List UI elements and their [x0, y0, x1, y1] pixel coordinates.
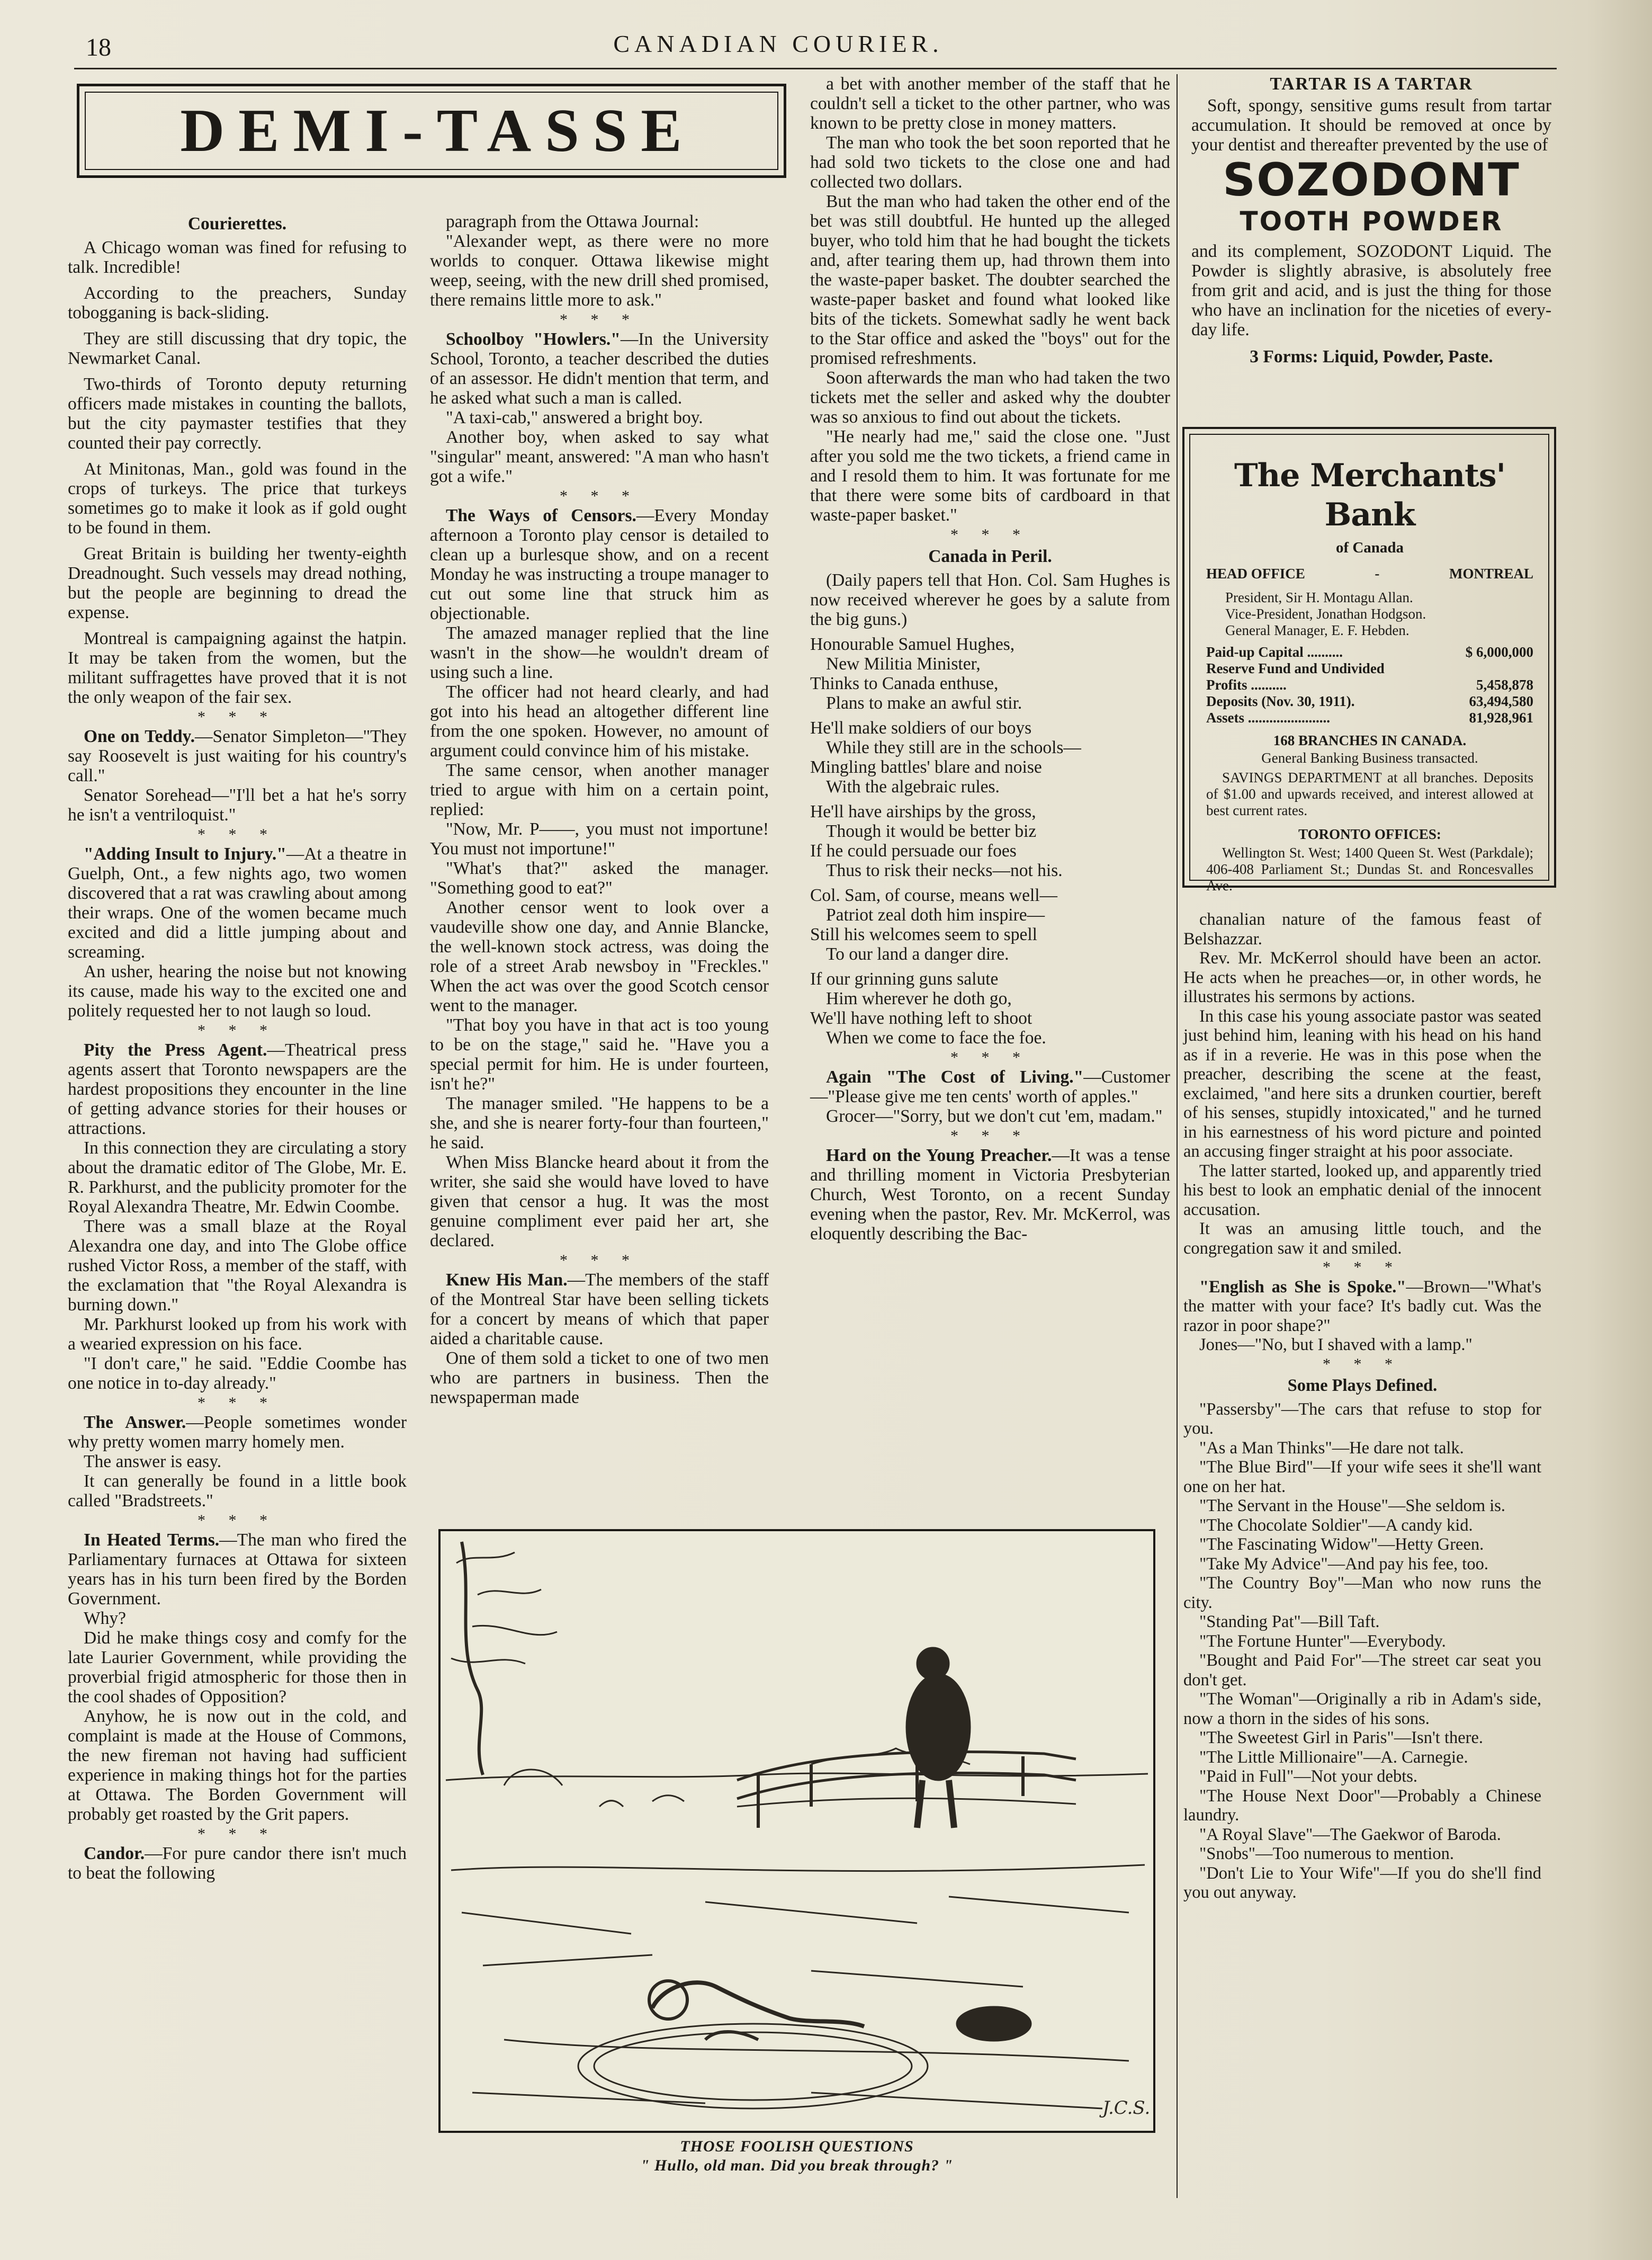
- verse-stanza: [810, 886, 1170, 964]
- fin-row: Reserve Fund and Undivided Profits .......... 5,458,878: [1206, 660, 1533, 693]
- column-1: [68, 212, 407, 1883]
- paragraph: Montreal is campaigning against the hatpin. It may be taken from the women, but the militant suffragettes have proved that it is not the only weapon of the fair sex.: [68, 629, 407, 707]
- lead-heading: Knew His Man.: [446, 1270, 568, 1290]
- fin-row: Deposits (Nov. 30, 1911). 63,494,580: [1206, 693, 1533, 709]
- ad-intro: Soft, spongy, sensitive gums result from tartar accumulation. It should be removed at once by your dentist and thereafter prevented by the use of: [1191, 96, 1551, 155]
- paragraph: Why?: [84, 1609, 126, 1628]
- section-divider: * * *: [1323, 1258, 1402, 1276]
- section-heading: Canada in Peril.: [928, 547, 1052, 566]
- paragraph: "Now, Mr. P——, you must not importune! You must not importune!": [430, 819, 769, 859]
- lead-text: —For pure candor there isn't much to beat the following: [68, 1844, 407, 1883]
- paragraph: In this connection they are circulating a story about the dramatic editor of The Globe, Mr. E. R. Parkhurst, and the publicity promoter for the Royal Alexandra Theatre, Mr. Edwin Coombe.: [68, 1138, 407, 1217]
- paragraph: There was a small blaze at the Royal Alexandra one day, and into The Globe office rushed Victor Ross, a member of the staff, with the exclamation that "the Royal Alexandra is burning down.": [68, 1217, 407, 1315]
- paragraph: chanalian nature of the famous feast of Belshazzar.: [1183, 910, 1541, 949]
- paragraph: The answer is easy.: [84, 1452, 222, 1471]
- paragraph: "As a Man Thinks"—He dare not talk.: [1199, 1438, 1464, 1458]
- verse-line: Thus to risk their necks—not his.: [826, 861, 1063, 880]
- paragraph: "Paid in Full"—Not your debts.: [1199, 1767, 1418, 1786]
- verse-line: Though it would be better biz: [826, 821, 1037, 841]
- paragraph: "What's that?" asked the manager. "Something good to eat?": [430, 859, 769, 898]
- lead-heading: Candor.: [84, 1844, 145, 1863]
- paragraph: A Chicago woman was fined for refusing to talk. Incredible!: [68, 238, 407, 277]
- paragraph-lead: [68, 1413, 407, 1452]
- verse-line: Still his welcomes seem to spell: [810, 925, 1037, 944]
- officer-vice-president: Vice-President, Jonathan Hodgson.: [1225, 606, 1426, 622]
- section-divider: * * *: [197, 826, 277, 843]
- lead-heading: One on Teddy.: [84, 727, 195, 746]
- paragraph: At Minitonas, Man., gold was found in the crops of turkeys. The price that turkeys sometimes go to make it look as if gold ought to be found in them.: [68, 459, 407, 538]
- lead-text: —Brown—"What's the matter with your face? It's badly cut. Was the razor in poor shape?": [1183, 1277, 1541, 1335]
- column-3: [810, 74, 1170, 1244]
- verse-line: We'll have nothing left to shoot: [810, 1008, 1032, 1028]
- paragraph-lead: [68, 1530, 407, 1609]
- bank-general: General Banking Business transacted.: [1261, 750, 1478, 766]
- paragraph: According to the preachers, Sunday tobogganing is back-sliding.: [68, 283, 407, 323]
- lead-heading: Schoolboy "Howlers.": [446, 329, 621, 349]
- lead-heading: Again "The Cost of Living.": [826, 1067, 1084, 1087]
- paragraph-lead: [1183, 1278, 1541, 1336]
- verse-line: If he could persuade our foes: [810, 841, 1017, 861]
- caption-quote: " Hullo, old man. Did you break through? ": [640, 2157, 954, 2174]
- paragraph: Another boy, when asked to say what "singular" meant, answered: "A man who hasn't got a wife.": [430, 427, 769, 486]
- paragraph: The latter started, looked up, and apparently tried his best to look an emphatic denial of the innocent accusation.: [1183, 1161, 1541, 1219]
- paragraph: "Passersby"—The cars that refuse to stop for you.: [1183, 1399, 1541, 1438]
- page-title: DEMI-TASSE: [85, 92, 778, 170]
- paragraph-lead: [68, 844, 407, 962]
- paragraph: The officer had not heard clearly, and had got into his head an altogether different line from the one spoken. However, no amount of argument could convince him of his mistake.: [430, 682, 769, 761]
- fin-row: Assets ....................... 81,928,961: [1206, 710, 1533, 726]
- paragraph: "The Sweetest Girl in Paris"—Isn't there.: [1199, 1728, 1484, 1747]
- verse-stanza: [810, 635, 1170, 713]
- cartoon-caption: [438, 2137, 1155, 2175]
- verse-line: Col. Sam, of course, means well—: [810, 886, 1058, 905]
- paragraph: "The Fortune Hunter"—Everybody.: [1199, 1631, 1446, 1651]
- lead-heading: Hard on the Young Preacher.: [826, 1146, 1052, 1165]
- paragraph: It was an amusing little touch, and the congregation saw it and smiled.: [1183, 1219, 1541, 1258]
- paragraph: "The Woman"—Originally a rib in Adam's side, now a thorn in the sides of his sons.: [1183, 1690, 1541, 1728]
- paragraph: "Alexander wept, as there were no more worlds to conquer. Ottawa likewise might weep, seeing, with the new drill shed promised, there remains little more to ask.": [430, 231, 769, 310]
- verse-line: Mingling battles' blare and noise: [810, 757, 1042, 777]
- paragraph: "The Country Boy"—Man who now runs the city.: [1183, 1574, 1541, 1612]
- lead-heading: "Adding Insult to Injury.": [84, 844, 286, 864]
- lead-heading: Pity the Press Agent.: [84, 1040, 267, 1060]
- title-box: [77, 84, 786, 178]
- caption-title: THOSE FOOLISH QUESTIONS: [680, 2138, 914, 2155]
- paragraph: Soon afterwards the man who had taken the two tickets met the seller and asked why the doubter was so anxious to find out about the tickets.: [810, 368, 1170, 427]
- paragraph: "Don't Lie to Your Wife"—If you do she'll find you out anyway.: [1183, 1863, 1541, 1902]
- paragraph: Another censor went to look over a vaudeville show one day, and Annie Blancke, the well-known stock actress, was doing the role of a street Arab newsboy in "Freckles." When the act was over the good Scotch censor went to the manager.: [430, 898, 769, 1015]
- ad-forms: 3 Forms: Liquid, Powder, Paste.: [1250, 347, 1493, 367]
- officer-general-manager: General Manager, E. F. Hebden.: [1225, 622, 1409, 638]
- paragraph: "The Fascinating Widow"—Hetty Green.: [1199, 1535, 1484, 1554]
- paragraph: "Snobs"—Too numerous to mention.: [1199, 1844, 1455, 1863]
- paragraph: In this case his young associate pastor was seated just behind him, leaning with his head on his hand as if in a reverie. He was in this pose when the preacher, describing the scene at the feast, exclaimed, "and here sits a drunken courtier, bereft of his senses, stupidly intoxicated," and he turned in his earnestness of his word picture and pointed an accusing finger straight at his poor associate.: [1183, 1006, 1541, 1161]
- toronto-offices-head: TORONTO OFFICES:: [1298, 826, 1441, 842]
- paragraph: But the man who had taken the other end of the bet was still doubtful. He hunted up the alleged buyer, who told him that he had bought the tickets and, after tearing them up, had thrown them into the waste-paper basket. The doubter searched the waste-paper basket and found what looked like bits of the tickets. Somewhat sadly he went back to the Star office and asked the "boys" out for the promised refreshments.: [810, 192, 1170, 368]
- bank-ad: [1182, 427, 1556, 894]
- paragraph: "A taxi-cab," answered a bright boy.: [446, 408, 703, 427]
- section-divider: * * *: [950, 1127, 1030, 1145]
- verse-line: New Militia Minister,: [826, 654, 981, 674]
- header-rule: [74, 68, 1557, 69]
- bank-of-canada: of Canada: [1335, 539, 1404, 556]
- section-divider: * * *: [950, 1049, 1030, 1066]
- bank-financials: [1206, 644, 1533, 726]
- paragraph: "The Blue Bird"—If your wife sees it she'll want one on her hat.: [1183, 1458, 1541, 1496]
- section-divider: * * *: [197, 1825, 277, 1843]
- paragraph: The amazed manager replied that the line wasn't in the show—he wouldn't dream of using such a line.: [430, 623, 769, 682]
- lead-heading: The Answer.: [84, 1413, 186, 1432]
- paragraph: Grocer—"Sorry, but we don't cut 'em, madam.": [826, 1106, 1163, 1126]
- paragraph: "That boy you have in that act is too young to be on the stage," said he. "Have you a special permit for him. He is under fourteen, isn't he?": [430, 1015, 769, 1094]
- cartoon-illustration: [438, 1529, 1155, 2133]
- section-heading: Courierettes.: [187, 214, 287, 234]
- section-divider: * * *: [197, 1394, 277, 1412]
- paragraph: (Daily papers tell that Hon. Col. Sam Hughes is now received wherever he goes by a salute from the big guns.): [810, 570, 1170, 629]
- officer-president: President, Sir H. Montagu Allan.: [1225, 589, 1413, 605]
- paragraph: It can generally be found in a little book called "Bradstreets.": [68, 1471, 407, 1511]
- paragraph: The man who took the bet soon reported that he had sold two tickets to the close one and had collected two dollars.: [810, 133, 1170, 192]
- section-divider: * * *: [560, 1252, 639, 1269]
- section-divider: * * *: [560, 487, 639, 505]
- paragraph: "I don't care," he said. "Eddie Coombe has one notice in to-day already.": [68, 1354, 407, 1393]
- verse-line: If our grinning guns salute: [810, 969, 999, 989]
- verse-stanza: [810, 969, 1170, 1048]
- lead-text: —At a theatre in Guelph, Ont., a few nights ago, two women discovered that a rat was crawling about among their wraps. One of the women became much excited and did a little jumping about and screaming.: [68, 844, 407, 962]
- verse-line: When we come to face the foe.: [826, 1028, 1046, 1048]
- lead-heading: The Ways of Censors.: [446, 506, 636, 525]
- lead-text: —Theatrical press agents assert that Toronto newspapers are the hardest propositions they encounter in the line of getting advance stories for their houses or attractions.: [68, 1040, 407, 1138]
- paragraph: a bet with another member of the staff that he couldn't sell a ticket to the other partner, who was known to be pretty close in money matters.: [810, 74, 1170, 133]
- paragraph: Two-thirds of Toronto deputy returning officers made mistakes in counting the ballots, but the city paymaster testifies that they counted their pay correctly.: [68, 374, 407, 453]
- fin-row: Paid-up Capital .......... $ 6,000,000: [1206, 644, 1533, 660]
- paragraph: When Miss Blancke heard about it from the writer, she said she would have loved to have given that censor a hug. It was the most genuine compliment ever paid her art, she declared.: [430, 1153, 769, 1250]
- verse-line: Honourable Samuel Hughes,: [810, 635, 1015, 654]
- verse-line: Plans to make an awful stir.: [826, 693, 1022, 713]
- paragraph: One of them sold a ticket to one of two men who are partners in business. Then the newspaperman made: [430, 1348, 769, 1407]
- verse-line: To our land a danger dire.: [826, 944, 1009, 964]
- lead-text: —It was a tense and thrilling moment in Victoria Presbyterian Church, West Toronto, on a recent Sunday evening when the pastor, Rev. Mr. McKerrol, was eloquently describing the Bac-: [810, 1146, 1170, 1244]
- paragraph-lead: [68, 1844, 407, 1883]
- sozodont-ad: [1191, 74, 1551, 367]
- lead-text: —Every Monday afternoon a Toronto play censor is detailed to clean up a burlesque show, and on a recent Monday he was instructing a troupe manager to cut out some line that struck him as objectionable.: [430, 506, 769, 623]
- verse-stanza: [810, 718, 1170, 797]
- bank-officers: [1206, 589, 1533, 639]
- head-office-dash: -: [1375, 566, 1380, 582]
- paragraph: They are still discussing that dry topic, the Newmarket Canal.: [68, 329, 407, 368]
- ad-body: and its complement, SOZODONT Liquid. The Powder is slightly abrasive, is absolutely free from grit and acid, and is just the thing for those who have an inclination for the niceties of every-day life.: [1191, 242, 1551, 340]
- column-rule: [1177, 74, 1178, 2198]
- paragraph: Great Britain is building her twenty-eighth Dreadnought. Such vessels may dread nothing, but the people are beginning to dread the expense.: [68, 544, 407, 622]
- artist-signature: J.C.S.: [1102, 2097, 1151, 2119]
- verse-line: While they still are in the schools—: [826, 738, 1081, 757]
- bank-name: The Merchants' Bank: [1234, 457, 1506, 533]
- product-name: TOOTH POWDER: [1240, 206, 1503, 237]
- paragraph: "The House Next Door"—Probably a Chinese laundry.: [1183, 1786, 1541, 1825]
- paragraph-lead: [430, 506, 769, 623]
- paragraph: "The Servant in the House"—She seldom is.: [1199, 1496, 1506, 1515]
- paragraph: "He nearly had me," said the close one. "Just after you sold me the two tickets, a friend came in and I resold them to him. It was fortunate for me that there were some bits of cardboard in that waste-paper basket.": [810, 427, 1170, 525]
- section-divider: * * *: [1323, 1355, 1402, 1373]
- verse-line: Him wherever he doth go,: [826, 989, 1012, 1008]
- lead-heading: "English as She is Spoke.": [1199, 1277, 1406, 1297]
- verse-line: With the algebraic rules.: [826, 777, 1000, 797]
- paragraph: Anyhow, he is now out in the cold, and complaint is made at the House of Commons, the new fireman not having had sufficient experience in making things hot for the parties at Ottawa. The Borden Government will probably get roasted by the Grit papers.: [68, 1707, 407, 1824]
- lead-text: —The members of the staff of the Montreal Star have been selling tickets for a concert by means of which that paper aided a charitable cause.: [430, 1270, 769, 1348]
- paragraph: Did he make things cosy and comfy for the late Laurier Government, while providing the proverbial frigid atmospheric for those then in the cool shades of Opposition?: [68, 1628, 407, 1707]
- section-divider: * * *: [197, 708, 277, 726]
- verse-line: He'll make soldiers of our boys: [810, 718, 1032, 738]
- lead-text: —Customer—"Please give me ten cents' worth of apples.": [810, 1067, 1170, 1106]
- lead-text: —The man who fired the Parliamentary furnaces at Ottawa for sixteen years has in his turn been fired by the Borden Government.: [68, 1530, 407, 1609]
- section-heading: Some Plays Defined.: [1287, 1376, 1438, 1395]
- page-number: 18: [86, 33, 111, 61]
- paragraph: The manager smiled. "He happens to be a she, and she is nearer forty-four than fourteen," he said.: [430, 1094, 769, 1153]
- paragraph: "The Chocolate Soldier"—A candy kid.: [1199, 1515, 1473, 1535]
- verse-line: He'll have airships by the gross,: [810, 802, 1036, 821]
- paragraph-lead: [430, 329, 769, 408]
- paragraph: "Bought and Paid For"—The street car seat you don't get.: [1183, 1651, 1541, 1690]
- paragraph-lead: [68, 727, 407, 785]
- brand-name: SOZODONT: [1223, 154, 1520, 207]
- lead-text: —In the University School, Toronto, a teacher described the duties of an assessor. He didn't mention that term, and he asked what such a man is called.: [430, 329, 769, 408]
- verse-stanza: [810, 802, 1170, 880]
- paragraph-lead: [430, 1270, 769, 1348]
- paragraph: The same censor, when another manager tried to argue with him on a certain point, replied:: [430, 761, 769, 819]
- paragraph: paragraph from the Ottawa Journal:: [446, 212, 699, 231]
- ad-headline: TARTAR IS A TARTAR: [1270, 74, 1473, 94]
- toronto-offices: Wellington St. West; 1400 Queen St. West (Parkdale); 406-408 Parliament St.; Dundas St. and Roncesvalles Ave.: [1206, 845, 1533, 894]
- section-divider: * * *: [197, 1022, 277, 1039]
- cartoon-drawing: [441, 1531, 1153, 2131]
- bank-branches: 168 BRANCHES IN CANADA.: [1273, 733, 1467, 748]
- section-divider: * * *: [950, 526, 1030, 543]
- paragraph: Rev. Mr. McKerrol should have been an actor. He acts when he preaches—or, in other words, he illustrates his sermons by actions.: [1183, 949, 1541, 1006]
- paragraph: Senator Sorehead—"I'll bet a hat he's sorry he isn't a ventriloquist.": [68, 785, 407, 825]
- section-divider: * * *: [560, 311, 639, 328]
- paragraph: "Standing Pat"—Bill Taft.: [1199, 1612, 1380, 1631]
- column-2: [430, 212, 769, 1407]
- paragraph: "The Little Millionaire"—A. Carnegie.: [1199, 1747, 1468, 1767]
- head-office-label: HEAD OFFICE: [1206, 566, 1305, 582]
- head-office-city: MONTREAL: [1449, 566, 1533, 582]
- lead-heading: In Heated Terms.: [84, 1530, 220, 1550]
- verse-line: Patriot zeal doth him inspire—: [826, 905, 1045, 925]
- paragraph: An usher, hearing the noise but not knowing its cause, made his way to the excited one and politely requested her to not laugh so loud.: [68, 962, 407, 1021]
- paragraph: Mr. Parkhurst looked up from his work with a wearied expression on his face.: [68, 1315, 407, 1354]
- bank-savings: SAVINGS DEPARTMENT at all branches. Deposits of $1.00 and upwards received, and interest allowed at best current rates.: [1206, 770, 1533, 818]
- verse-line: Thinks to Canada enthuse,: [810, 674, 999, 693]
- column-4: [1183, 910, 1541, 1902]
- head-office-line: [1206, 566, 1533, 582]
- paragraph-lead: [68, 1040, 407, 1138]
- section-divider: * * *: [197, 1512, 277, 1529]
- paragraph: "Take My Advice"—And pay his fee, too.: [1199, 1554, 1488, 1574]
- lead-text: —People sometimes wonder why pretty women marry homely men.: [68, 1413, 407, 1452]
- paragraph: "A Royal Slave"—The Gaekwor of Baroda.: [1199, 1825, 1501, 1844]
- lead-text: —Senator Simpleton—"They say Roosevelt is just waiting for his country's call.": [68, 727, 407, 785]
- paragraph-lead: [810, 1067, 1170, 1106]
- running-head: CANADIAN COURIER.: [613, 30, 944, 57]
- paragraph: Jones—"No, but I shaved with a lamp.": [1199, 1335, 1473, 1354]
- paragraph-lead: [810, 1146, 1170, 1244]
